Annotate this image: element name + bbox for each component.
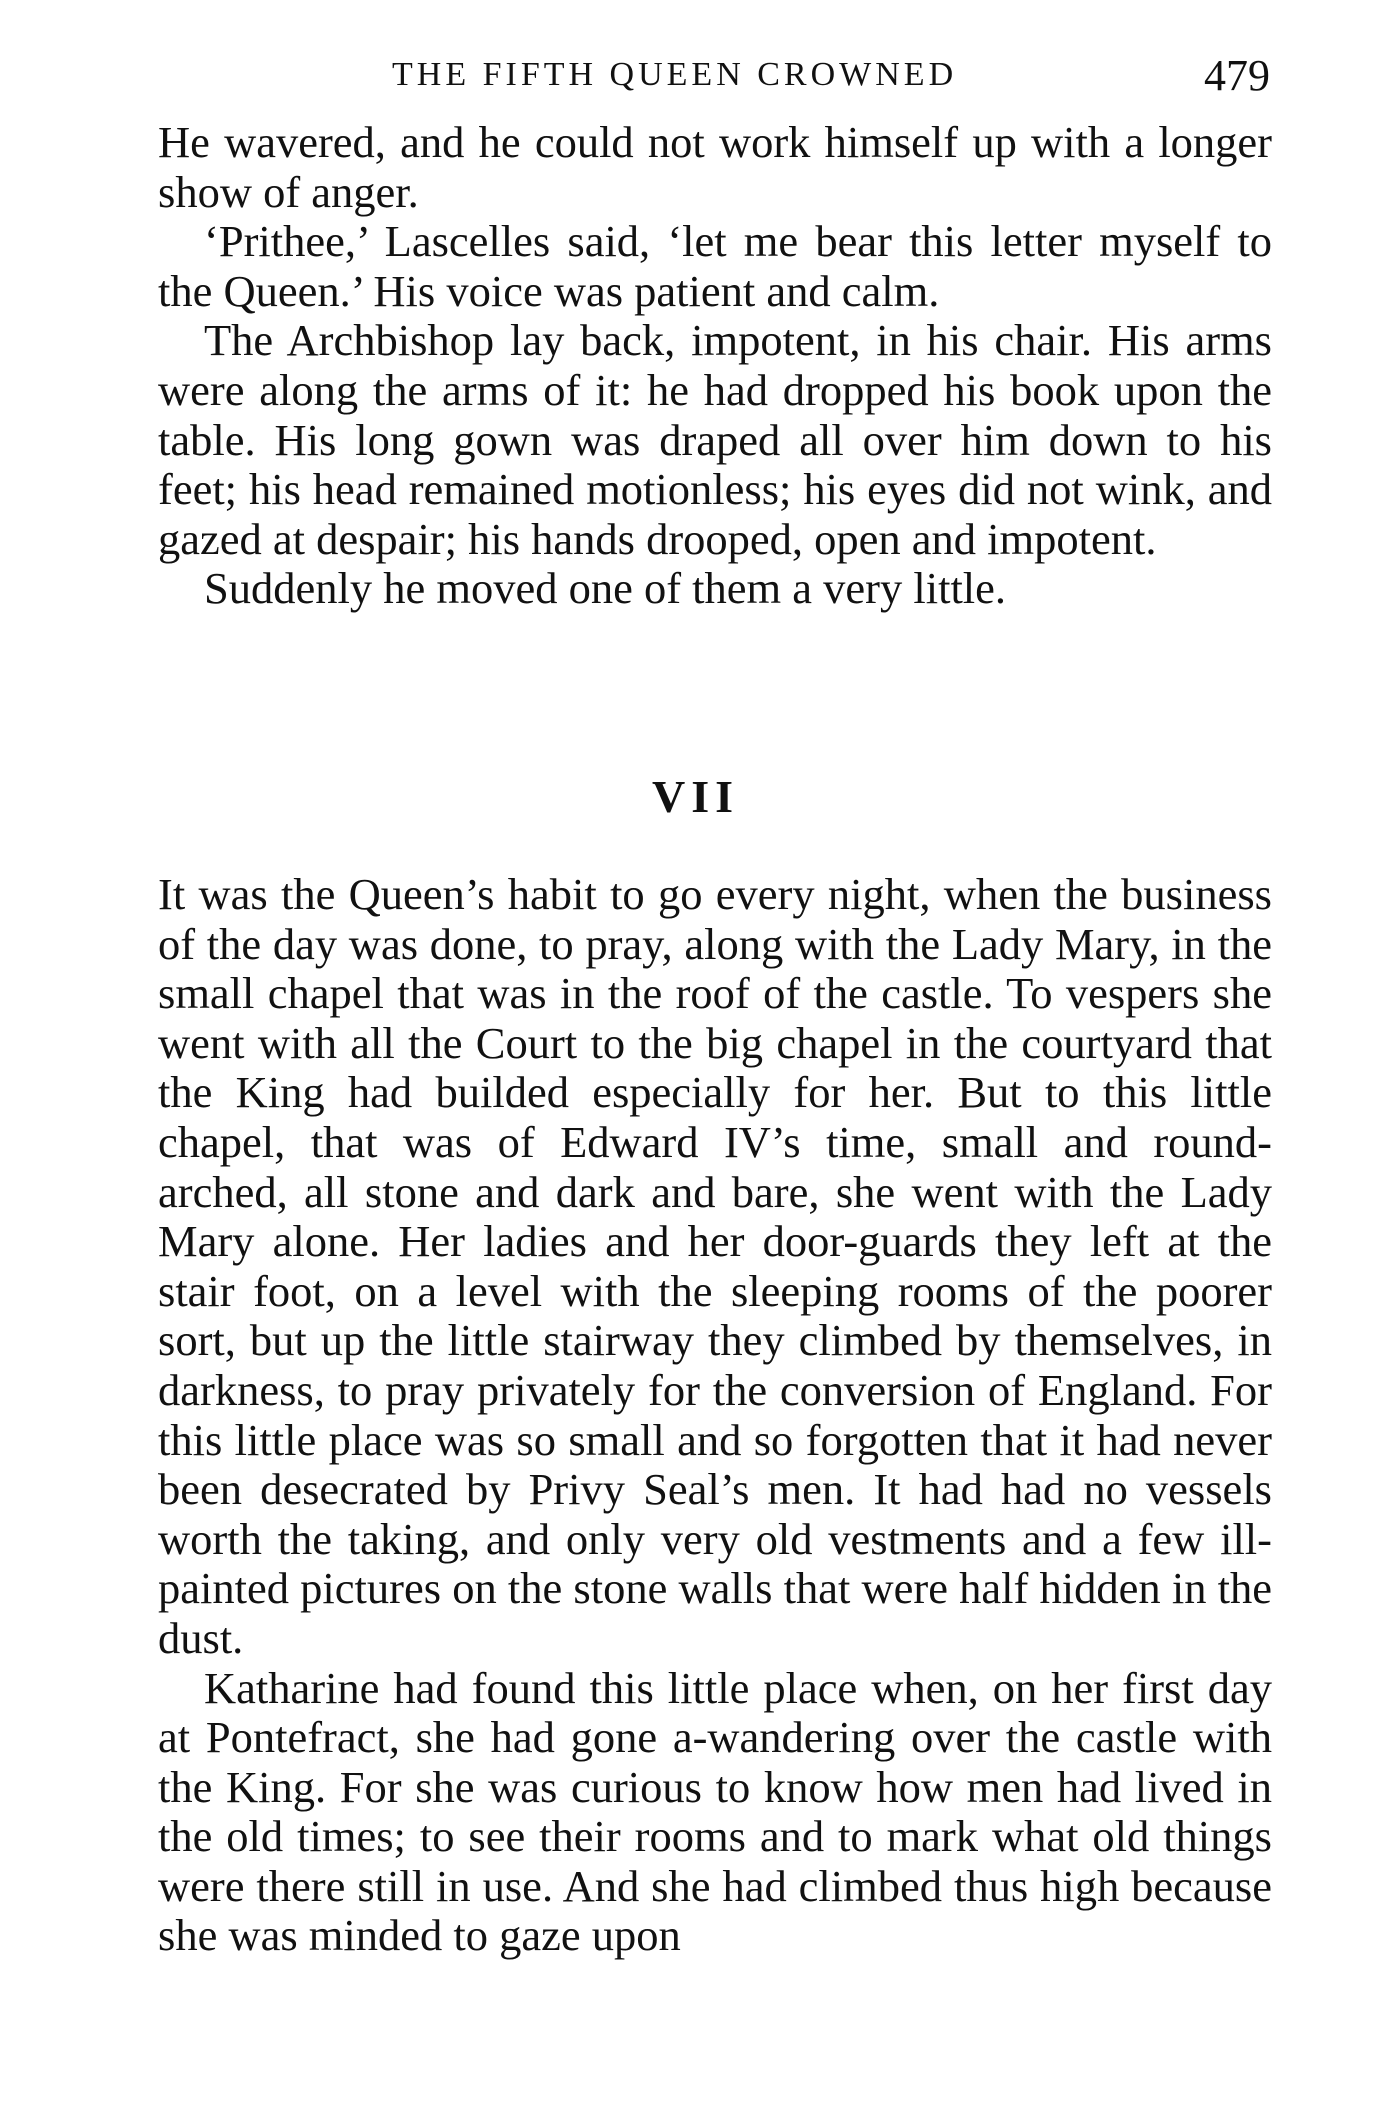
main-text-block xyxy=(158,870,1272,1961)
paragraph: He wavered, and he could not work himself up with a longer show of anger. xyxy=(158,117,1272,217)
paragraph: Suddenly he moved one of them a very little. xyxy=(204,563,1007,614)
paragraph: Katharine had found this little place when, on her first day at Pontefract, she had gone a-wandering over the castle with the King. For she was curious to know how men had lived in the old times; to see their rooms and to mark what old things were there still in use. And she had climbed thus high because she was minded to gaze upon xyxy=(158,1662,1272,1961)
page-number: 479 xyxy=(1204,51,1270,100)
section-heading: VII xyxy=(651,771,740,822)
paragraph: The Archbishop lay back, impotent, in his chair. His arms were along the arms of it: he had dropped his book upon the table. His long gown was draped all over him down to his feet; his head remained motionless; his eyes did not wink, and gazed at despair; his hands drooped, open and impotent. xyxy=(158,315,1272,564)
paragraph: It was the Queen’s habit to go every night, when the business of the day was done, to pray, along with the Lady Mary, in the small chapel that was in the roof of the castle. To vespers she went with all the Court to the big chapel in the courtyard that the King had builded especially for her. But to this little chapel, that was of Edward IV’s time, small and round-arched, all stone and dark and bare, she went with the Lady Mary alone. Her ladies and her door-guards they left at the stair foot, on a level with the sleeping rooms of the poorer sort, but up the little stairway they climbed by themselves, in darkness, to pray privately for the conversion of England. For this little place was so small and so forgotten that it had never been desecrated by Privy Seal’s men. It had had no vessels worth the taking, and only very old vestments and a few ill-painted pictures on the stone walls that were half hidden in the dust. xyxy=(158,869,1272,1663)
paragraph: ‘Prithee,’ Lascelles said, ‘let me bear this letter myself to the Queen.’ His voice was patient and calm. xyxy=(158,216,1272,316)
running-head xyxy=(160,50,1270,110)
running-title: THE FIFTH QUEEN CROWNED xyxy=(392,56,958,93)
top-text-block xyxy=(158,118,1272,614)
